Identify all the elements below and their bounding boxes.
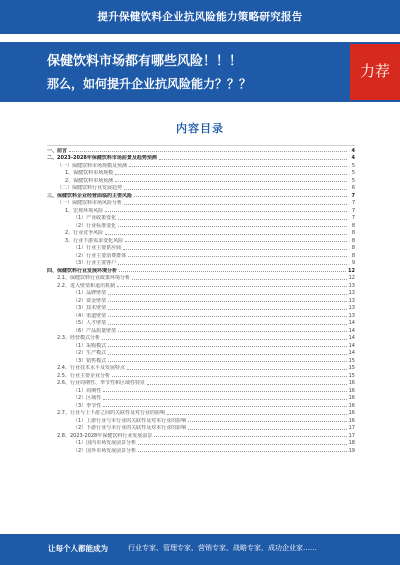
toc-leader-dots <box>112 375 347 377</box>
toc-entry-page: 19 <box>348 447 355 454</box>
toc-entry[interactable] <box>47 311 355 319</box>
toc-entry[interactable] <box>47 289 355 297</box>
recommend-badge <box>350 44 400 100</box>
toc-entry-label: （一）保健饮料市场规模及预测 <box>57 162 128 169</box>
toc-heading: 内容目录 <box>176 122 224 135</box>
toc-entry-label: （2）行业标准变化 <box>73 222 117 229</box>
toc-entry[interactable] <box>47 439 355 447</box>
toc-entry-page: 4 <box>351 147 355 154</box>
toc-entry[interactable] <box>47 169 355 177</box>
toc-entry-label: （2）资金壁垒 <box>73 297 107 304</box>
toc-leader-dots <box>102 338 347 340</box>
toc-entry[interactable] <box>47 236 355 244</box>
footer-bar <box>0 534 400 565</box>
toc-leader-dots <box>188 428 346 430</box>
toc-entry-label: 2.4、行业技术水平及发展特点 <box>57 365 125 371</box>
toc-entry-page: 7 <box>351 207 355 214</box>
toc-entry-label: （2）下游行业与本行业的关联性及对本行业的影响 <box>73 425 187 431</box>
toc-entry-label: 2.7、行业与上下游之间的关联性及对行业的影响 <box>57 410 165 416</box>
toc-entry[interactable] <box>47 221 355 229</box>
toc-entry-label: （一）保健饮料市场风险分析 <box>57 200 123 206</box>
toc-entry[interactable] <box>47 296 355 304</box>
toc-entry-label: （1）产业政策变化 <box>73 215 117 221</box>
toc-entry[interactable] <box>47 206 355 214</box>
toc-entry-page: 13 <box>348 282 355 289</box>
toc-entry-label: 四、保健饮料行业发展环境分析 <box>47 267 118 274</box>
banner-subheadline: 那么，如何提升企业抗风险能力？？？ <box>47 77 252 91</box>
toc-entry-label: 2.2、进入壁垒和退出机制 <box>57 282 115 289</box>
toc-entry-label: （1）国内市场发展前景分析 <box>73 440 137 446</box>
toc-entry-label: （1）采购模式 <box>73 342 107 349</box>
toc-entry-page: 16 <box>348 395 355 401</box>
toc-entry-page: 14 <box>348 350 355 356</box>
toc-entry-label: （3）行业主要客户 <box>73 260 117 266</box>
toc-entry[interactable] <box>47 191 355 199</box>
toc-leader-dots <box>138 443 346 445</box>
toc-leader-dots <box>108 315 346 317</box>
toc-entry-page: 12 <box>348 267 355 274</box>
toc-leader-dots <box>108 308 346 310</box>
toc-entry-page: 7 <box>351 215 355 221</box>
toc-entry[interactable] <box>47 409 355 417</box>
banner-headline: 保健饮料市场都有哪些风险！！！ <box>47 54 243 69</box>
toc-entry[interactable] <box>47 401 355 409</box>
toc-entry-page: 4 <box>351 155 355 161</box>
toc-leader-dots <box>132 278 347 280</box>
toc-entry[interactable] <box>47 364 355 372</box>
toc-entry[interactable] <box>47 274 355 282</box>
toc-entry[interactable] <box>47 341 355 349</box>
toc-entry[interactable] <box>47 446 355 454</box>
toc-leader-dots <box>167 413 347 415</box>
toc-leader-dots <box>117 285 347 287</box>
toc-entry-page: 8 <box>351 237 355 244</box>
footer-roles: 行业专家、管理专家、营销专家、战略专家、成功企业家…… <box>128 544 317 552</box>
toc-entry-label: 三、保健饮料企业经营面临的主要风险 <box>47 192 133 199</box>
toc-entry[interactable] <box>47 304 355 312</box>
toc-entry[interactable] <box>47 379 355 387</box>
toc-entry-label: 2.6、行业周期性、季节性和区域性特征 <box>57 380 145 386</box>
toc-entry[interactable] <box>47 281 355 289</box>
toc-entry-label: （2）国外市场发展前景分析 <box>73 447 137 454</box>
toc-leader-dots <box>108 323 346 325</box>
toc-entry[interactable] <box>47 251 355 259</box>
toc-leader-dots <box>118 218 347 220</box>
toc-entry-label: 二、2023-2028年保健饮料市场前景及趋势预测 <box>47 155 157 161</box>
toc-leader-dots <box>118 225 347 227</box>
toc-entry-label: 2.5、行业主要企业分析 <box>57 372 110 379</box>
toc-entry-page: 16 <box>348 410 355 416</box>
toc-leader-dots <box>108 353 346 355</box>
toc-entry-label: （3）销售模式 <box>73 357 107 364</box>
toc-entry-label: （2）区域性 <box>73 395 102 401</box>
toc-entry-page: 17 <box>348 432 355 439</box>
toc-entry[interactable] <box>47 199 355 207</box>
toc-leader-dots <box>123 248 347 250</box>
toc-entry-page: 15 <box>348 357 355 364</box>
toc-entry-page: 16 <box>348 380 355 386</box>
toc-entry-label: 2.1、保健饮料行业政策环境分析 <box>57 275 130 281</box>
toc-entry-label: （4）渠道壁垒 <box>73 312 107 319</box>
toc-entry-label: 2、保健饮料市场预测 <box>65 177 114 184</box>
toc-entry[interactable] <box>47 259 355 267</box>
toc-entry-label: 3、行业下游需求变化风险 <box>65 237 124 244</box>
toc-entry-label: 一、前言 <box>47 147 68 154</box>
toc-leader-dots <box>103 390 346 392</box>
toc-entry-label: 2、行业竞争风险 <box>65 230 104 236</box>
toc-entry-page: 17 <box>348 425 355 431</box>
toc-leader-dots <box>108 293 346 295</box>
toc-entry-label: 2.3、经营模式分析 <box>57 335 100 341</box>
toc-entry-label: （5）人才壁垒 <box>73 320 107 326</box>
toc-leader-dots <box>124 203 347 205</box>
toc-entry-label: （1）周期性 <box>73 387 102 394</box>
header-bar <box>0 0 400 34</box>
toc-leader-dots <box>103 405 346 407</box>
toc-entry-page: 6 <box>351 185 355 191</box>
toc-entry[interactable] <box>47 161 355 169</box>
banner <box>0 42 400 102</box>
toc-entry[interactable] <box>47 319 355 327</box>
toc-entry-page: 18 <box>348 440 355 446</box>
toc-leader-dots <box>115 173 347 175</box>
footer-slogan: 让每个人都能成为 <box>48 544 108 553</box>
toc-entry-page: 14 <box>348 335 355 341</box>
toc-leader-dots <box>124 188 347 190</box>
toc-entry-label: （1）行业主要供应商 <box>73 245 122 251</box>
toc-entry-page: 14 <box>348 327 355 334</box>
toc-entry-label: （3）技术壁垒 <box>73 305 107 311</box>
toc-leader-dots <box>118 330 346 332</box>
toc-entry[interactable] <box>47 229 355 237</box>
toc-entry[interactable] <box>47 386 355 394</box>
toc-entry[interactable] <box>47 371 355 379</box>
toc-entry-page: 16 <box>348 402 355 409</box>
toc-entry-page: 16 <box>348 387 355 394</box>
toc-leader-dots <box>125 240 347 242</box>
toc-entry[interactable] <box>47 214 355 222</box>
report-title: 提升保健饮料企业抗风险能力策略研究报告 <box>97 11 303 23</box>
toc-entry-page: 5 <box>351 177 355 184</box>
toc-entry-label: （二）保健饮料行业发展趋势 <box>57 185 123 191</box>
toc-leader-dots <box>118 263 347 265</box>
recommend-badge-text: 力荐 <box>359 62 390 80</box>
toc-entry-page: 5 <box>351 162 355 169</box>
toc-entry-page: 13 <box>348 297 355 304</box>
toc-entry[interactable] <box>47 176 355 184</box>
toc-entry-label: （1）上游行业与本行业的关联性及对本行业的影响 <box>73 417 187 424</box>
toc-entry[interactable] <box>47 266 355 274</box>
toc-leader-dots <box>127 368 347 370</box>
toc-leader-dots <box>105 233 347 235</box>
toc-leader-dots <box>134 195 347 197</box>
toc-entry-page: 15 <box>348 365 355 371</box>
toc-entry-page: 8 <box>351 245 355 251</box>
toc-leader-dots <box>154 435 346 437</box>
toc-entry[interactable] <box>47 394 355 402</box>
toc-entry[interactable] <box>47 184 355 192</box>
toc-entry-page: 15 <box>348 372 355 379</box>
toc-leader-dots <box>129 165 347 167</box>
toc-entry-page: 14 <box>348 342 355 349</box>
toc-entry-page: 13 <box>348 290 355 296</box>
toc-entry[interactable] <box>47 334 355 342</box>
toc-entry-label: （3）季节性 <box>73 402 102 409</box>
toc-entry-page: 12 <box>348 275 355 281</box>
toc-entry-label: 1、保健饮料市场规模 <box>65 170 114 176</box>
toc-leader-dots <box>69 150 347 152</box>
toc-entry[interactable] <box>47 431 355 439</box>
toc-leader-dots <box>108 300 346 302</box>
toc-entry-page: 5 <box>351 170 355 176</box>
toc-entry[interactable] <box>47 349 355 357</box>
toc-entry-label: 2.8、2023-2028年保健饮料行业发展前景 <box>57 432 153 439</box>
toc-entry[interactable] <box>47 154 355 162</box>
toc-leader-dots <box>119 270 346 272</box>
toc-leader-dots <box>188 420 346 422</box>
table-of-contents <box>47 145 355 454</box>
toc-leader-dots <box>108 360 346 362</box>
toc-leader-dots <box>128 255 347 257</box>
toc-entry-page: 16 <box>348 417 355 424</box>
toc-leader-dots <box>159 158 347 160</box>
toc-entry[interactable] <box>47 326 355 334</box>
toc-entry-page: 13 <box>348 312 355 319</box>
toc-entry-page: 13 <box>348 305 355 311</box>
toc-leader-dots <box>105 210 347 212</box>
toc-entry-page: 7 <box>351 200 355 206</box>
toc-entry[interactable] <box>47 416 355 424</box>
toc-leader-dots <box>138 450 346 452</box>
toc-entry-page: 14 <box>348 320 355 326</box>
toc-entry[interactable] <box>47 356 355 364</box>
toc-entry-label: （1）品牌壁垒 <box>73 290 107 296</box>
toc-leader-dots <box>115 180 347 182</box>
toc-leader-dots <box>103 398 346 400</box>
toc-entry-page: 8 <box>351 230 355 236</box>
toc-entry[interactable] <box>47 244 355 252</box>
toc-entry[interactable] <box>47 145 355 154</box>
toc-entry-page: 8 <box>351 222 355 229</box>
toc-entry-page: 9 <box>351 260 355 266</box>
toc-leader-dots <box>108 345 346 347</box>
toc-entry-label: （6）产品质量壁垒 <box>73 327 117 334</box>
toc-entry-label: （2）生产模式 <box>73 350 107 356</box>
toc-entry[interactable] <box>47 424 355 432</box>
toc-entry-label: 1、宏观环境风险 <box>65 207 104 214</box>
toc-entry-page: 7 <box>351 192 355 199</box>
toc-leader-dots <box>147 383 347 385</box>
toc-entry-label: （2）行业主要消费群体 <box>73 252 127 259</box>
toc-entry-page: 8 <box>351 252 355 259</box>
